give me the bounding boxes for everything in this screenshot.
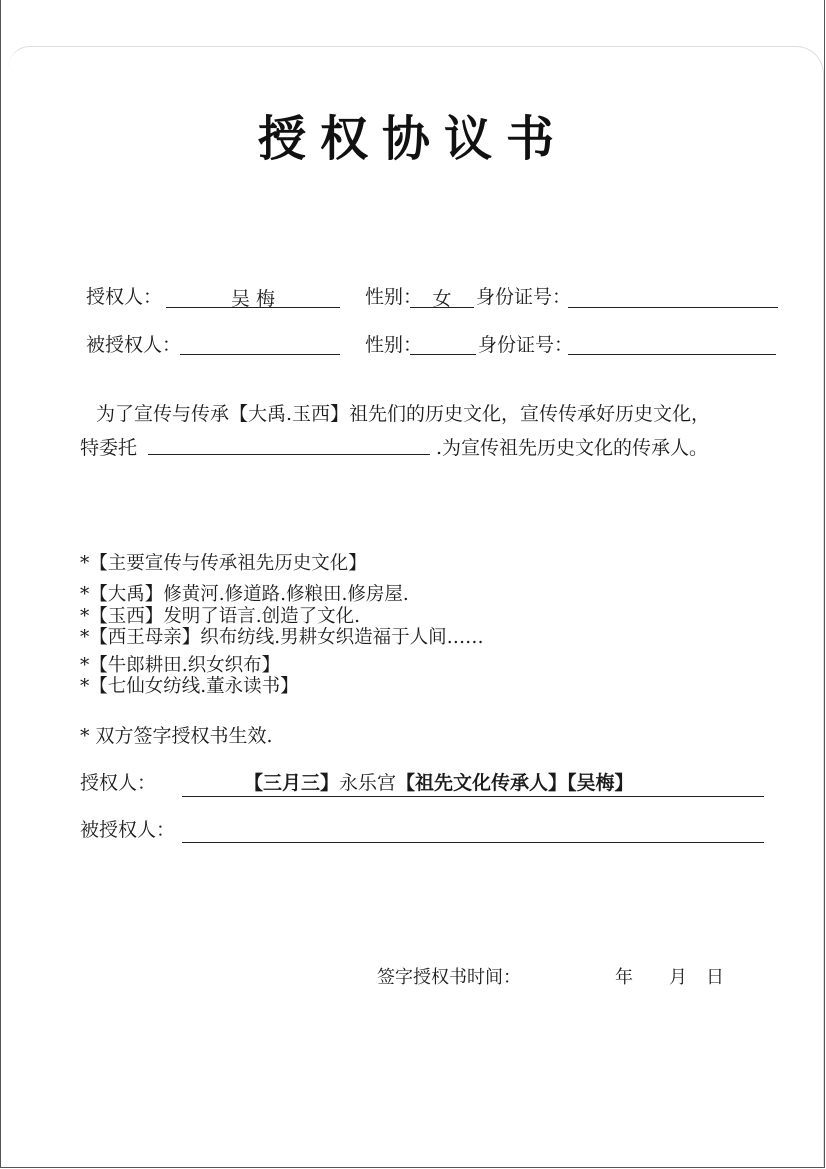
list-item: *【玉西】发明了语言.创造了文化. — [80, 606, 361, 627]
date-month: 月 — [669, 967, 687, 988]
document-title: 授权协议书 — [257, 111, 568, 167]
grantee-gender-line — [410, 354, 476, 355]
list-item: *【大禹】修黄河.修道路.修粮田.修房屋. — [80, 584, 409, 605]
paragraph-line-2-suffix: .为宣传祖先历史文化的传承人。 — [436, 437, 709, 459]
grantor-gender-label: 性别： — [365, 286, 423, 308]
signature-grantor-label: 授权人： — [80, 772, 157, 794]
signature-part-date: 【三月三】 — [244, 772, 340, 794]
signature-part-name: 【祖先文化传承人】【吴梅】 — [396, 772, 634, 794]
signature-grantor-value — [244, 771, 634, 795]
grantee-id-line — [568, 354, 776, 355]
list-item: *【七仙女纺线.董永读书】 — [80, 676, 299, 697]
grantor-name-line — [166, 307, 340, 308]
entrust-blank-line — [148, 454, 430, 455]
grantee-id-label: 身份证号： — [478, 334, 574, 356]
grantor-gender-line — [410, 307, 474, 308]
grantee-name-line — [180, 354, 340, 355]
list-item: *【牛郎耕田.织女织布】 — [80, 655, 281, 676]
grantee-gender-label: 性别： — [365, 334, 423, 356]
signature-grantee-line — [182, 842, 764, 843]
grantee-label: 被授权人： — [86, 334, 182, 356]
list-item: *【主要宣传与传承祖先历史文化】 — [80, 553, 367, 574]
signature-grantor-line — [182, 796, 764, 797]
effect-note: * 双方签字授权书生效. — [80, 725, 273, 747]
date-day: 日 — [706, 967, 724, 988]
date-year: 年 — [615, 967, 633, 988]
grantor-name-value: 吴 梅 — [230, 288, 276, 310]
grantor-id-line — [568, 307, 778, 308]
paragraph-line-1: 为了宣传与传承【大禹.玉西】祖先们的历史文化，宣传传承好历史文化， — [96, 403, 711, 425]
date-label: 签字授权书时间： — [377, 967, 521, 988]
signature-part-place: 永乐宫 — [339, 772, 397, 794]
paragraph-line-2-prefix: 特委托 — [80, 437, 138, 459]
list-item: *【西王母亲】织布纺线.男耕女织造福于人间…… — [80, 627, 484, 648]
grantor-gender-value: 女 — [432, 288, 452, 310]
grantor-id-label: 身份证号： — [476, 286, 572, 308]
signature-grantee-label: 被授权人： — [80, 819, 176, 841]
grantor-label: 授权人： — [86, 286, 163, 308]
